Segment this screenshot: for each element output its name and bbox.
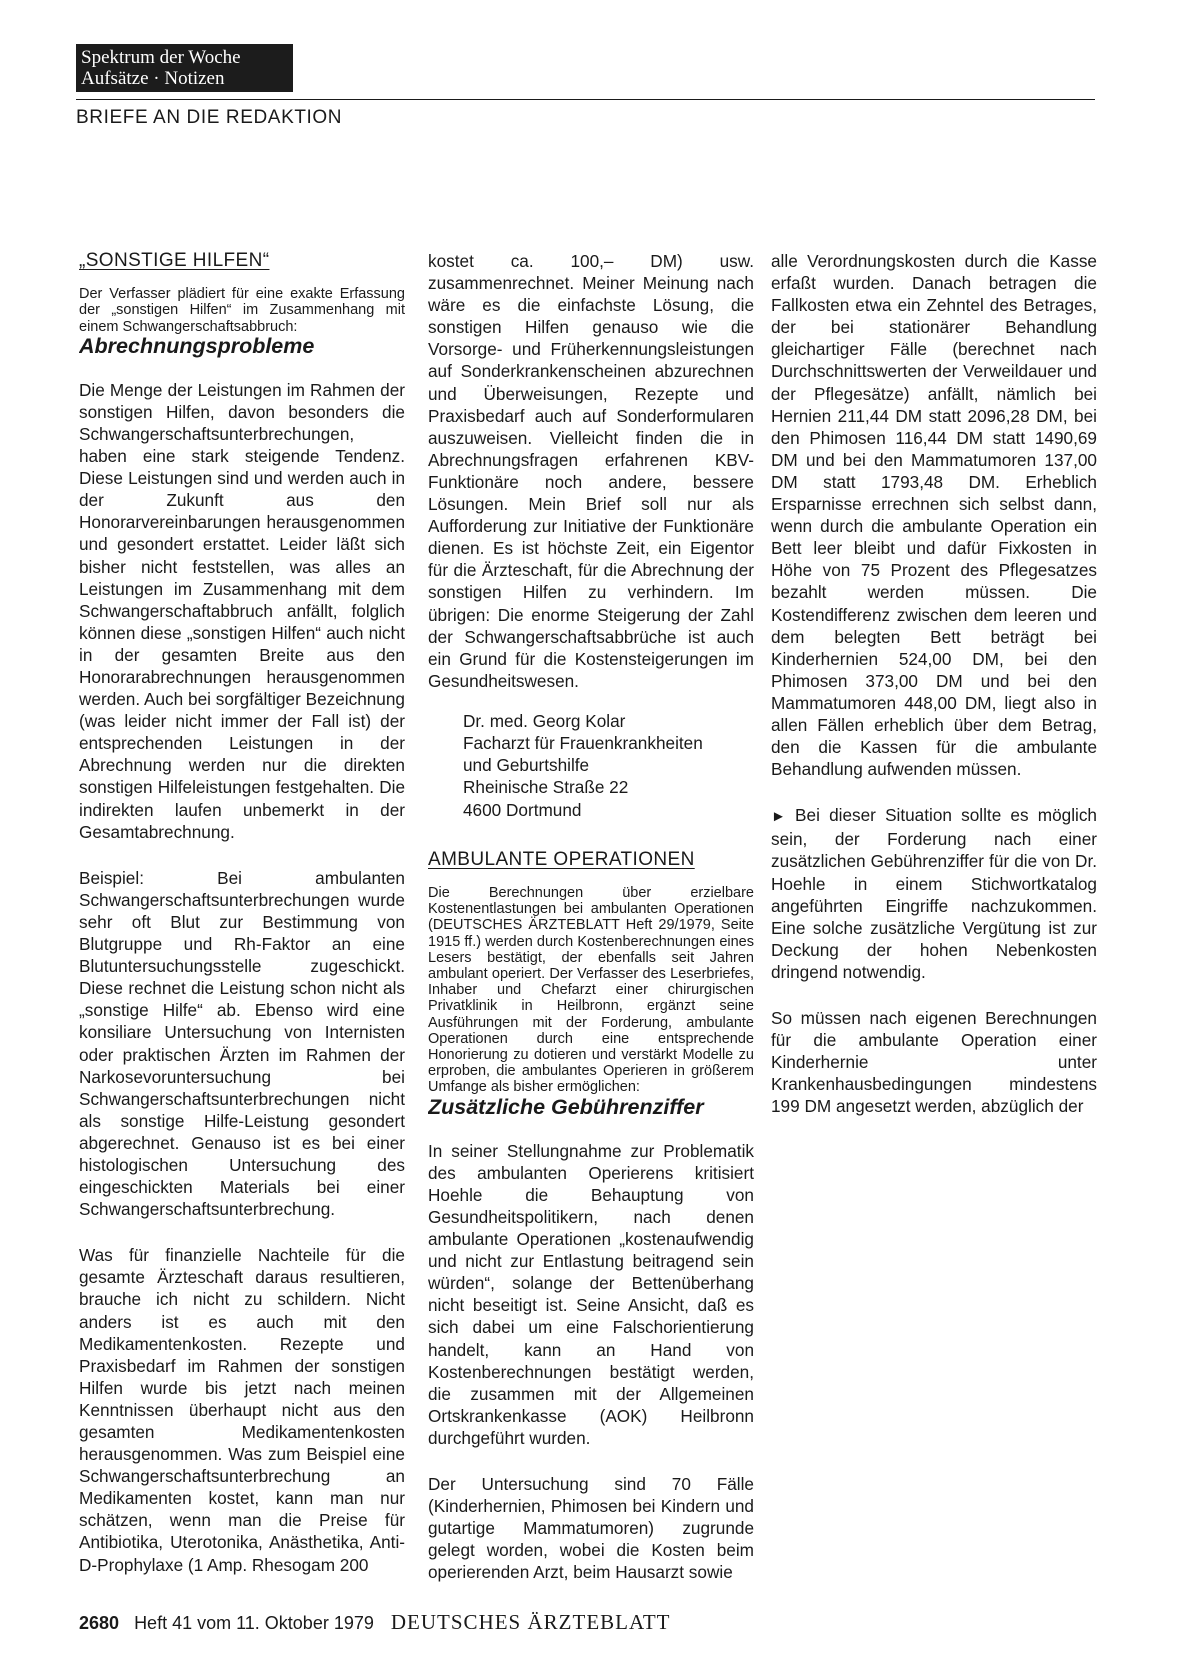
letter2-paragraph-3 xyxy=(771,804,1097,983)
page-heading: BRIEFE AN DIE REDAKTION xyxy=(76,107,343,128)
signature-line: Dr. med. Georg Kolar xyxy=(463,710,626,731)
journal-name: DEUTSCHES ÄRZTEBLATT xyxy=(390,1610,671,1634)
arrow-icon: ► xyxy=(771,808,786,826)
letter2-intro: Die Berechnungen über erzielbare Kostenentlastungen bei ambulanten Operationen (DEUTSCHES ÄRZTEBLATT Heft 29/1979, Seite 1915 ff.) werden durch Kostenberechnungen eines Lesers bestätigt, der ebenfalls seit Jahren ambulant operiert. Der Verfasser des Leserbriefes, Inhaber und Chefarzt einer chirurgischen Privatklinik in Heilbronn, ergänzt seine Ausführungen mit der Forderung, ambulante Operationen durch eine entsprechende Honorierung zu dotieren und verstärkt Modelle zu erproben, die ambulantes Operieren in größerem Umfange als bisher ermöglichen: xyxy=(428,884,754,1096)
section-label-line1: Spektrum der Woche xyxy=(81,47,241,68)
signature-line: Facharzt für Frauenkrankheiten xyxy=(463,733,703,754)
signature-line: Rheinische Straße 22 xyxy=(463,777,629,798)
signature-line: und Geburtshilfe xyxy=(463,755,590,776)
letter2-subheading: Zusätzliche Gebührenziffer xyxy=(428,1094,704,1119)
letter1-paragraph-3: kostet ca. 100,– DM) usw. zusammenrechnet. Meiner Meinung nach wäre es die einfachste Lösung, die sonstigen Hilfen genauso wie die Vorsorge- und Früherkennungsleistungen auf Sonderkrankenscheinen abzurechnen und Überweisungen, Rezepte und Praxisbedarf auch auf Sonderformularen auszuweisen. Vielleicht finden die in Abrechnungsfragen erfahrenen KBV-Funktionäre noch andere, bessere Lösungen. Mein Brief soll nur als Aufforderung zur Initiative der Funktionäre dienen. Es ist höchste Zeit, ein Eigentor für die Ärzteschaft, für die Abrechnung der sonstigen Hilfen zu verhindern. Im übrigen: Die enorme Steigerung der Zahl der Schwangerschaftsabbrüche ist auch ein Grund für die Kostensteigerungen im Gesundheitswesen. xyxy=(428,251,754,691)
letter1-paragraph-2: Beispiel: Bei ambulanten Schwangerschaftsunterbrechungen wurde sehr oft Blut zur Bestimmung von Blutgruppe und Rh-Faktor an eine Blutuntersuchungsstelle zugeschickt. Diese rechnet die Leistung schon nicht als „sonstige Hilfe“ ab. Ebenso wird eine konsiliare Untersuchung von Internisten oder praktischen Ärzten im Rahmen der Narkosevoruntersuchung bei Schwangerschaftsunterbrechungen nicht als sonstige Hilfe-Leistung gesondert abgerechnet. Genauso ist es bei einer histologischen Untersuchung des eingeschickten Materials bei einer Schwangerschaftsunterbrechung. xyxy=(79,867,405,1220)
letter2-title: AMBULANTE OPERATIONEN xyxy=(428,848,695,870)
letter1-paragraph-3: Was für finanzielle Nachteile für die gesamte Ärzteschaft daraus resultieren, brauche ich nicht zu schildern. Nicht anders ist es auch mit den Medikamentenkosten. Rezepte und Praxisbedarf im Rahmen der sonstigen Hilfen wurde bis jetzt nach meinen Kenntnissen überhaupt nicht aus den gesamten Medikamentenkosten herausgenommen. Was zum Beispiel eine Schwangerschaftsunterbrechung an Medikamenten kostet, kann man nur schätzen, wenn man die Preise für Antibiotika, Uterotonika, Anästhetika, Anti-D-Prophylaxe (1 Amp. Rhesogam 200 xyxy=(79,1245,405,1575)
signature-line: 4600 Dortmund xyxy=(463,799,582,820)
letter1-subheading: Abrechnungsprobleme xyxy=(79,333,315,358)
letter2-paragraph-1: In seiner Stellungnahme zur Problematik des ambulanten Operierens kritisiert Hoehle die Behauptung von Gesundheitspolitikern, nach denen ambulante Operationen „kostenaufwendig und nicht zur Entlastung beitragend sein würden“, solange der Bettenüberhang nicht beseitigt ist. Seine Ansicht, daß es sich dabei um eine Falschorientierung handelt, kann an Hand von Kostenberechnungen bestätigt werden, die zusammen mit der Allgemeinen Ortskrankenkasse (AOK) Heilbronn durchgeführt wurden. xyxy=(428,1140,754,1448)
letter2-paragraph-4: So müssen nach eigenen Berechnungen für die ambulante Operation einer Kinderhernie unter Krankenhausbedingungen mindestens 199 DM angesetzt werden, abzüglich der xyxy=(771,1008,1097,1117)
column-2 xyxy=(428,250,754,1585)
letter2-paragraph-2: Der Untersuchung sind 70 Fälle (Kinderhernien, Phimosen bei Kindern und gutartige Mammatumoren) zugrunde gelegt worden, wobei die Kosten beim operierenden Arzt, beim Hausarzt sowie xyxy=(428,1474,754,1583)
page-number: 2680 xyxy=(79,1613,120,1633)
letter2-paragraph-2: alle Verordnungskosten durch die Kasse erfaßt wurden. Danach betragen die Fallkosten etwa ein Zehntel des Betrages, der bei stationärer Behandlung gleichartiger Fälle (berechnet nach Durchschnittswerten der Verweildauer und der Pflegesätze) anfällt, nämlich bei Hernien 211,44 DM statt 2096,28 DM, bei den Phimosen 116,44 DM statt 1490,69 DM und bei den Mammatumoren 137,00 DM statt 1793,48 DM. Erheblich Ersparnisse errechnen sich selbst dann, wenn durch die ambulante Operation ein Bett leer bleibt und dafür Fixkosten in Höhe von 75 Prozent des Pflegesatzes bezahlt werden müssen. Die Kostendifferenz zwischen dem leeren und dem belegten Bett beträgt bei Kinderhernien 524,00 DM, bei den Phimosen 373,00 DM und bei den Mammatumoren 448,00 DM, liegt also in allen Fällen erheblich über dem Betrag, den die Kassen für die ambulante Behandlung aufwenden müssen. xyxy=(771,251,1097,780)
header-rule xyxy=(76,99,1095,100)
page-footer xyxy=(79,1610,670,1635)
letter1-paragraph-1: Die Menge der Leistungen im Rahmen der sonstigen Hilfen, davon besonders die Schwangerschaftsunterbrechungen, haben eine stark steigende Tendenz. Diese Leistungen sind und werden auch in der Zukunft aus den Honorarvereinbarungen herausgenommen und gesondert erstattet. Leider läßt sich bisher nicht feststellen, was alles an Leistungen im Zusammenhang mit dem Schwangerschaftabbruch anfällt, folglich können diese „sonstigen Hilfen“ auch nicht in der gesamten Breite aus den Honorarabrechnungen herausgenommen werden. Auch bei sorgfältiger Bezeichnung (was leider nicht immer der Fall ist) der entsprechenden Leistungen in der Abrechnung werden nur die direkten sonstigen Hilfeleistungen festgehalten. Die indirekten laufen unbemerkt in der Gesamtabrechnung. xyxy=(79,379,405,842)
column-1 xyxy=(79,250,405,1585)
letter1-signature xyxy=(463,710,754,821)
column-3 xyxy=(771,250,1097,1585)
section-label xyxy=(76,44,293,92)
letter1-title: „SONSTIGE HILFEN“ xyxy=(79,250,270,271)
issue-info: Heft 41 vom 11. Oktober 1979 xyxy=(134,1613,374,1633)
letter2-paragraph-3-text: Bei dieser Situation sollte es möglich sein, der Forderung nach einer zusätzlichen Gebührenziffer für die von Dr. Hoehle in einem Stichwortkatalog angeführten Eingriffe nachzukommen. Eine solche zusätzliche Vergütung ist zur Deckung der hohen Nebenkosten dringend notwendig. xyxy=(771,805,1097,982)
letter1-intro: Der Verfasser plädiert für eine exakte Erfassung der „sonstigen Hilfen“ im Zusammenhang mit einem Schwangerschaftsabbruch: xyxy=(79,286,405,335)
section-label-line2: Aufsätze · Notizen xyxy=(81,68,225,89)
